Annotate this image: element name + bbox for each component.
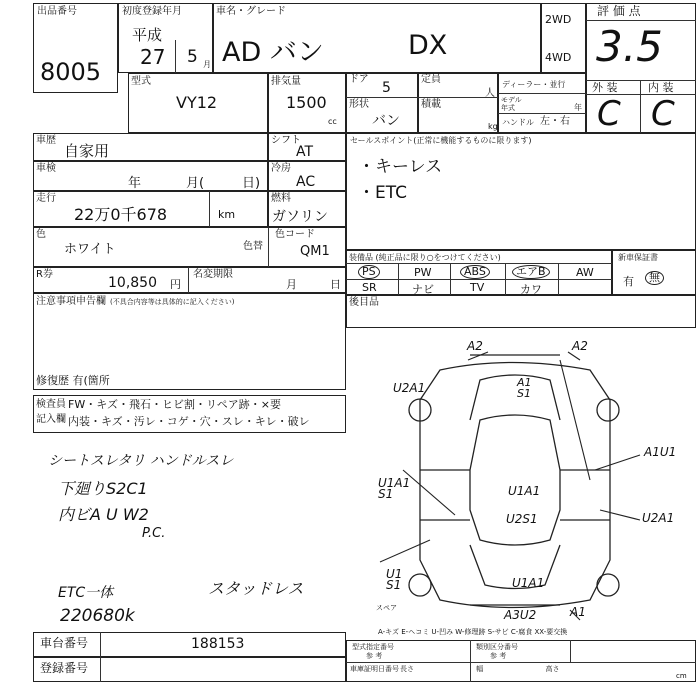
capacity-unit: 人 xyxy=(485,88,495,99)
history-label: 車歴 xyxy=(36,135,56,146)
inspector-label-1: 検査員 xyxy=(36,399,66,410)
sales-points-label: セールスポイント(正常に機能するものに限ります) xyxy=(350,136,532,145)
displacement-value: 1500 xyxy=(286,93,327,112)
mark-a3u2: A3U2 xyxy=(504,608,537,622)
ref-left: 参 考 xyxy=(366,652,383,660)
history-value: 自家用 xyxy=(64,142,110,160)
shift-value: AT xyxy=(296,144,314,160)
rule xyxy=(346,662,696,663)
damage-legend: A-キズ E-ヘコミ U-凹み W-修理跡 S-サビ C-腐食 XX-要交換 xyxy=(378,628,568,636)
dealer-label: ディーラー・並行 xyxy=(502,80,566,89)
mark-a1-s1-top: A1 S1 xyxy=(517,376,532,400)
shaken-day: 日) xyxy=(242,176,261,191)
handwritten-note-2: 下廻りS2C1 xyxy=(58,479,148,498)
divider xyxy=(570,640,571,662)
mark-u2a1-left: U2A1 xyxy=(393,381,426,395)
fuel-label: 燃料 xyxy=(271,193,291,204)
divider xyxy=(100,657,101,682)
exterior-grade: C xyxy=(597,94,621,134)
doors-value: 5 xyxy=(382,80,391,96)
mark-u1s1-lower: U1 S1 xyxy=(386,567,403,592)
mark-center-u2s1: U2S1 xyxy=(506,512,538,526)
ac-value: AC xyxy=(296,174,316,190)
score-label: 評 価 点 xyxy=(597,4,641,18)
equip-sr: SR xyxy=(362,281,377,294)
mark-a2-right: A2 xyxy=(572,339,588,353)
recycle-fee: 10,850 xyxy=(108,275,157,291)
shape-value: バン xyxy=(372,113,400,129)
handle-value: 左・右 xyxy=(540,116,570,127)
inspection-line-1: FW・キズ・飛石・ヒビ割・リペア跡・×要 xyxy=(68,398,281,411)
shift-label: シフト xyxy=(271,135,301,146)
equipment-label: 装備品 (純正品に限り○をつけてください) xyxy=(349,253,501,262)
warranty-label: 新車保証書 xyxy=(618,253,658,262)
mileage-unit: km xyxy=(218,208,236,221)
model-year-unit: 年 xyxy=(574,103,582,112)
dims-label: 長さ 幅 高さ xyxy=(400,665,560,673)
name-label: 車名・グレード xyxy=(216,6,286,17)
name-change-day: 日 xyxy=(330,278,341,291)
mark-a2-left: A2 xyxy=(467,339,483,353)
mark-center-u1a1: U1A1 xyxy=(508,484,541,498)
inspector-label-2: 記入欄 xyxy=(36,414,66,425)
warranty-yes: 有 xyxy=(623,275,634,288)
mark-u2a1-right: U2A1 xyxy=(642,511,675,525)
sales-point-2: ・ETC xyxy=(358,183,407,203)
name-change-month: 月 xyxy=(286,278,297,291)
mileage-value: 22万0千678 xyxy=(74,205,168,224)
interior-grade: C xyxy=(651,94,675,134)
equip-airbag-label: エアB xyxy=(512,265,550,279)
ref-right: 参 考 xyxy=(490,652,507,660)
reg-month: 5 xyxy=(187,47,198,67)
km-note: 220680k xyxy=(60,606,135,626)
name-change-label: 名変期限 xyxy=(193,269,233,280)
capacity-label: 定員 xyxy=(421,74,441,85)
studless-note: スタッドレス xyxy=(208,579,304,598)
color-code-value: QM1 xyxy=(300,244,330,259)
cc-unit: cc xyxy=(328,117,337,126)
spare-label: スペア xyxy=(376,604,397,612)
equip-pw: PW xyxy=(414,266,432,279)
caution-label: 注意事項申告欄 xyxy=(36,296,106,307)
shaken-month: 月( xyxy=(186,176,205,191)
equip-tv: TV xyxy=(470,281,485,294)
equip-aw: AW xyxy=(576,266,594,279)
divider xyxy=(470,640,471,682)
handwritten-note-1: シートスレタリ ハンドルスレ xyxy=(48,453,234,469)
equip-ps-label: PS xyxy=(358,265,380,279)
lot-number: 8005 xyxy=(40,58,102,86)
color-change-label: 色替 xyxy=(243,241,263,252)
model-year-label: モデル年式 xyxy=(501,96,522,112)
mark-u1a1-left: U1A1 S1 xyxy=(378,476,411,501)
handle-label: ハンドル xyxy=(502,118,534,127)
model-value: VY12 xyxy=(176,93,218,112)
equip-leather: カワ xyxy=(520,283,542,296)
handwritten-note-3: 内ビA U W2 xyxy=(58,505,149,524)
mark-u1a1-bottom: U1A1 xyxy=(512,576,545,590)
drive-4wd: 4WD xyxy=(545,51,572,64)
caution-sub: (不具合内容等は具体的に記入ください) xyxy=(110,298,235,306)
recycle-unit: 円 xyxy=(170,278,181,291)
mileage-label: 走行 xyxy=(36,193,56,204)
type-designation-label: 型式指定番号 xyxy=(352,643,394,651)
inspection-line-2: 内装・キズ・汚レ・コゲ・穴・スレ・キレ・破レ xyxy=(68,415,310,428)
dim-unit: cm xyxy=(676,672,687,680)
etc-note: ETC一体 xyxy=(58,585,114,601)
mark-a1u1-right: A1U1 xyxy=(644,445,677,459)
color-code-label: 色コード xyxy=(275,229,315,240)
recycle-label: R券 xyxy=(36,269,53,280)
repair-history: 修復歴 有(箇所 xyxy=(36,374,110,387)
first-reg-label: 初度登録年月 xyxy=(122,6,182,17)
ref-table xyxy=(346,640,696,682)
interior-label: 内 装 xyxy=(648,81,674,94)
lot-label: 出品番号 xyxy=(37,6,77,17)
color-label: 色 xyxy=(36,229,46,240)
chassis-label: 車台番号 xyxy=(40,636,89,650)
divider xyxy=(100,632,101,657)
color-value: ホワイト xyxy=(64,242,116,257)
load-label: 積載 xyxy=(421,99,441,110)
shape-label: 形状 xyxy=(349,99,369,110)
mark-a1-bottom: A1 xyxy=(570,605,586,619)
era: 平成 xyxy=(132,26,163,44)
displacement-label: 排気量 xyxy=(271,76,301,87)
grade: DX xyxy=(408,30,448,61)
score-value: 3.5 xyxy=(596,22,663,71)
equip-abs-label: ABS xyxy=(460,265,490,279)
rear-label: 後目品 xyxy=(349,297,379,308)
month-unit: 月 xyxy=(203,60,211,69)
load-unit: kg xyxy=(488,122,498,131)
category-label: 類別区分番号 xyxy=(476,643,518,651)
shaken-label: 車検 xyxy=(36,163,56,174)
ac-label: 冷房 xyxy=(271,163,291,174)
first-cert-label: 車庫証明日番号 xyxy=(350,665,399,673)
drive-2wd: 2WD xyxy=(545,13,572,26)
warranty-no-label: 無 xyxy=(645,271,664,285)
exterior-label: 外 装 xyxy=(592,81,618,94)
chassis-number: 188153 xyxy=(191,636,245,652)
car-name: AD バン xyxy=(222,37,324,68)
reg-number-label: 登録番号 xyxy=(40,661,89,675)
handwritten-note-4: P.C. xyxy=(142,526,166,541)
shaken-year: 年 xyxy=(128,176,142,191)
equip-navi: ナビ xyxy=(412,283,434,296)
reg-year: 27 xyxy=(140,45,166,69)
sales-point-1: ・キーレス xyxy=(358,157,443,177)
doors-label: ドア xyxy=(349,74,369,85)
model-label: 型式 xyxy=(131,76,151,87)
fuel-value: ガソリン xyxy=(272,209,328,225)
